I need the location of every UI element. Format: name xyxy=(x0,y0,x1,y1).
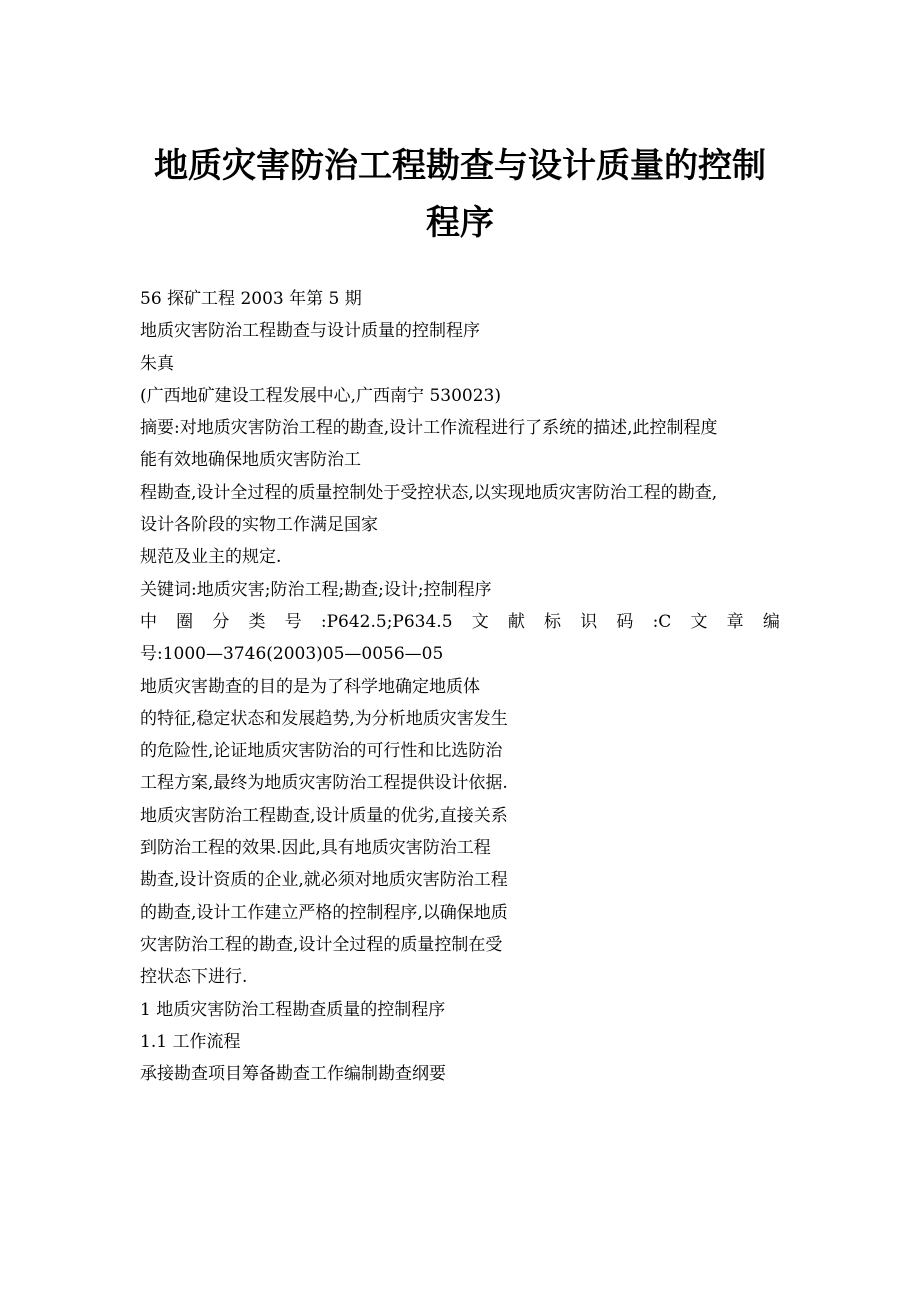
paragraph-line: 的特征,稳定状态和发展趋势,为分析地质灾害发生 xyxy=(140,708,508,729)
title-line-2: 程序 xyxy=(426,203,494,243)
document-body xyxy=(140,283,780,1090)
article-number-line: 号:1000—3746(2003)05—0056—05 xyxy=(140,644,444,665)
paragraph-line: 的勘查,设计工作建立严格的控制程序,以确保地质 xyxy=(140,902,508,923)
document-title xyxy=(140,138,780,252)
classification-token: :P642.5;P634.5 xyxy=(320,611,453,632)
journal-info: 56 探矿工程 2003 年第 5 期 xyxy=(140,289,362,309)
classification-line xyxy=(140,606,780,638)
paragraph-line: 到防治工程的效果.因此,具有地质灾害防治工程 xyxy=(140,838,491,859)
paragraph-line: 灾害防治工程的勘查,设计全过程的质量控制在受 xyxy=(140,934,503,955)
title-line-1: 地质灾害防治工程勘查与设计质量的控制 xyxy=(154,146,766,186)
abstract-line: 规范及业主的规定. xyxy=(140,547,282,568)
author-name: 朱真 xyxy=(140,353,174,374)
classification-token: 文 xyxy=(471,611,489,632)
keywords-line: 关键词:地质灾害;防治工程;勘查;设计;控制程序 xyxy=(140,579,492,600)
classification-token: 中 xyxy=(140,611,157,632)
classification-token: 标 xyxy=(544,611,562,632)
classification-token: 类 xyxy=(248,611,266,632)
classification-token: 献 xyxy=(507,611,525,632)
paragraph-line: 工程方案,最终为地质灾害防治工程提供设计依据. xyxy=(140,773,508,794)
subsection-heading: 1.1 工作流程 xyxy=(140,1031,241,1052)
classification-token: 圈 xyxy=(176,611,194,632)
classification-token: 章 xyxy=(726,611,744,632)
paragraph-line: 勘查,设计资质的企业,就必须对地质灾害防治工程 xyxy=(140,870,508,891)
workflow-line: 承接勘查项目筹备勘查工作编制勘查纲要 xyxy=(140,1064,446,1085)
paragraph-line: 的危险性,论证地质灾害防治的可行性和比选防治 xyxy=(140,741,503,762)
classification-token: 码 xyxy=(616,611,634,632)
article-title-line: 地质灾害防治工程勘查与设计质量的控制程序 xyxy=(140,321,480,342)
paragraph-line: 控状态下进行. xyxy=(140,967,248,988)
abstract-line: 摘要:对地质灾害防治工程的勘查,设计工作流程进行了系统的描述,此控制程度 xyxy=(140,418,718,439)
classification-token: :C xyxy=(652,611,672,632)
classification-token: 文 xyxy=(690,611,708,632)
classification-token: 识 xyxy=(580,611,598,632)
abstract-line: 设计各阶段的实物工作满足国家 xyxy=(140,515,378,536)
author-affiliation: (广西地矿建设工程发展中心,广西南宁 530023) xyxy=(140,385,501,406)
abstract-line: 程勘查,设计全过程的质量控制处于受控状态,以实现地质灾害防治工程的勘查, xyxy=(140,482,718,503)
paragraph-line: 地质灾害勘查的目的是为了科学地确定地质体 xyxy=(140,676,480,697)
section-heading: 1 地质灾害防治工程勘查质量的控制程序 xyxy=(140,999,446,1020)
classification-token: 号 xyxy=(284,611,302,632)
classification-token: 编 xyxy=(762,611,780,632)
classification-token: 分 xyxy=(212,611,230,632)
abstract-line: 能有效地确保地质灾害防治工 xyxy=(140,450,361,471)
paragraph-line: 地质灾害防治工程勘查,设计质量的优劣,直接关系 xyxy=(140,805,508,826)
